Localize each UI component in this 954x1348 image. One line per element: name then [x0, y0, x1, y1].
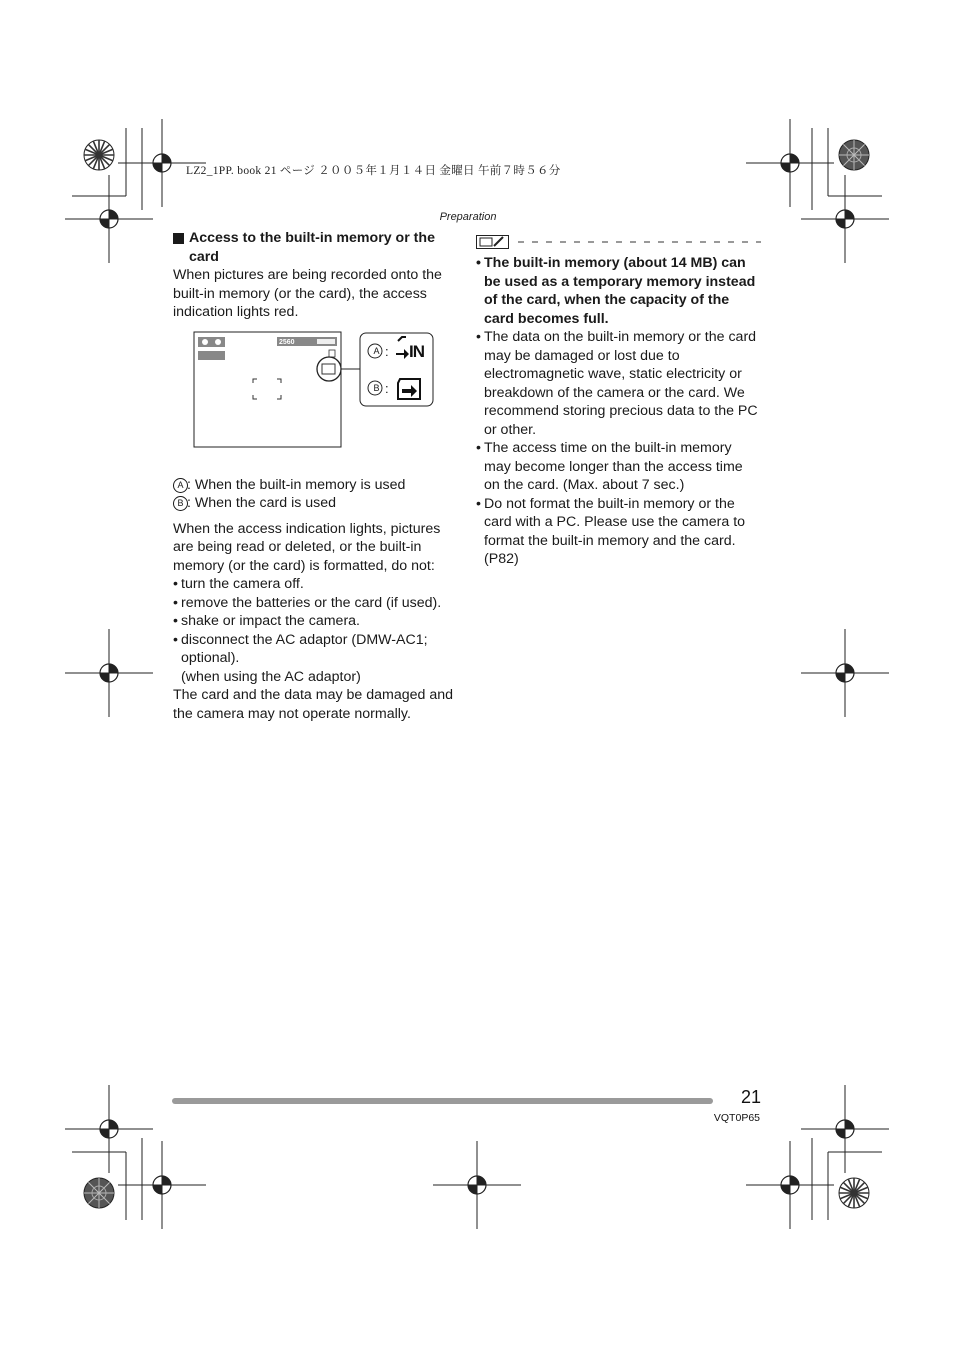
intro-paragraph: When pictures are being recorded onto the built-in memory (or the card), the access indication lights red.	[173, 267, 442, 320]
square-bullet-icon	[173, 233, 184, 244]
note-item: • Do not format the built-in memory or the card with a PC. Please use the camera to format the built-in memory and the card. (P82)	[476, 495, 761, 569]
document-code: VQT0P65	[713, 1112, 760, 1124]
section-title: Preparation	[439, 211, 497, 223]
page-number: 21	[740, 1087, 761, 1107]
list-item: • turn the camera off.	[173, 575, 458, 594]
circle-a-icon: A	[173, 478, 188, 493]
note-icon	[476, 235, 766, 249]
left-column	[173, 229, 458, 723]
note-item: • The access time on the built-in memory may become longer than the access time on the card. (Max. about 7 sec.)	[476, 439, 761, 495]
note-item: • The data on the built-in memory or the card may be damaged or lost due to electromagnetic wave, static electricity or breakdown of the camera or the card. We recommend storing precious data to the PC or other.	[476, 328, 761, 439]
callout-a-icon-in: IN	[409, 341, 424, 361]
legend-labels	[173, 476, 458, 513]
callout-b-colon: :	[385, 380, 389, 396]
warning-intro: When the access indication lights, pictures are being read or deleted, or the built-in memory (or the card) is formatted, do not:	[173, 520, 441, 574]
section-heading	[173, 229, 458, 266]
closing-paragraph: The card and the data may be damaged and the camera may not operate normally.	[173, 687, 454, 722]
callout-a-colon: :	[385, 343, 389, 359]
book-header-line: LZ2_1PP. book 21 ページ ２００５年１月１４日 金曜日 午前７時５６分	[186, 165, 561, 177]
resolution-label: 2560	[279, 338, 295, 346]
list-item-note: (when using the AC adaptor)	[181, 668, 361, 685]
list-item: • disconnect the AC adaptor (DMW-AC1; optional).	[173, 631, 458, 668]
footer-bar	[172, 1098, 713, 1104]
heading-text: Access to the built-in memory or the card	[189, 230, 435, 265]
list-item: • shake or impact the camera.	[173, 612, 458, 631]
label-b-text: : When the card is used	[187, 495, 337, 511]
lcd-illustration	[173, 331, 458, 469]
list-item: • remove the batteries or the card (if used).	[173, 594, 458, 613]
right-column	[476, 254, 761, 569]
lcd-screen-graphic	[193, 331, 473, 453]
callout-a-letter: A	[373, 345, 380, 356]
label-b	[173, 494, 458, 513]
callout-b-letter: B	[373, 382, 380, 393]
label-a	[173, 476, 458, 495]
circle-b-icon: B	[173, 496, 188, 511]
note-bold-item: • The built-in memory (about 14 MB) can be used as a temporary memory instead of the card, when the capacity of the card becomes full.	[476, 254, 761, 328]
label-a-text: : When the built-in memory is used	[187, 476, 406, 493]
